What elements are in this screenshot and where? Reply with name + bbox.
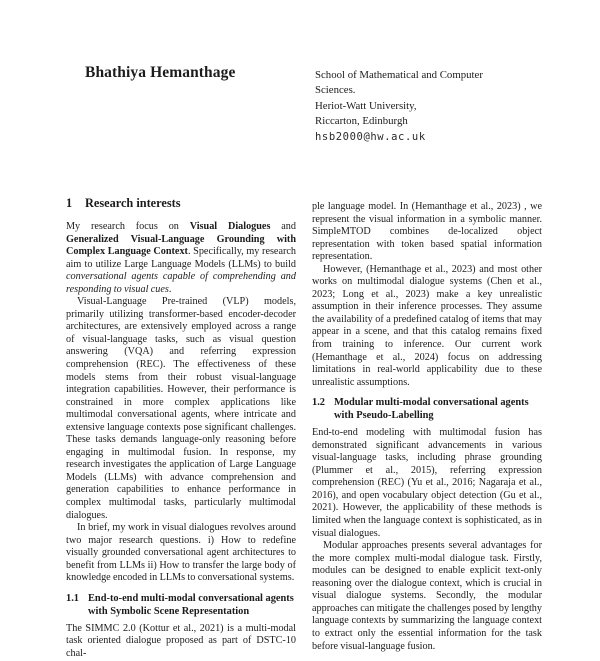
two-column-body <box>66 196 542 659</box>
author-affiliation: School of Mathematical and Computer Sciences. Heriot-Watt University, Riccarton, Edinburgh <box>315 69 483 127</box>
subsection-title: End-to-end multi-modal conversational agents with Symbolic Scene Representation <box>88 592 294 617</box>
section-heading-research-interests <box>66 196 296 210</box>
subsection-number: 1.2 <box>312 397 325 409</box>
text-run: and <box>270 221 296 232</box>
subsection-number: 1.1 <box>66 592 79 604</box>
paragraph-symbolic-continuation: ple language model. In (Hemanthage et al., 2023) , we represent the visual information in a symbolic manner. SimpleMTOD combines de-localized object representation with token based spatial information representation. <box>312 201 542 263</box>
paragraph-modular-advantages: Modular approaches presents several advantages for the more complex multi-modal dialogue task. Firstly, modules can be designed to enable explicit text-only reasoning over the dialogue context, which is crucial in visual dialogue systems. Secondly, the modular approaches can mitigate the challenges posed by lengthy language contexts by summarizing the language context to extract only the essential information for the task before visual-language fusion. <box>312 540 542 652</box>
italic-run-conversational-agents: conversational agents capable of comprehending and responding to visual cues <box>66 271 296 295</box>
left-column <box>66 196 296 659</box>
paragraph-end-to-end-modeling: End-to-end modeling with multimodal fusion has demonstrated significant advancements in various visual-language tasks, including phrase grounding (Plummer et al., 2015), referring expression comprehension (REC) (Yu et al., 2016; Nagaraja et al., 2016), and open vocabulary object detection (Gu et al., 2021). However, the applicability of these methods is limited when the language context is sophisticated, as in visual dialogues. <box>312 427 542 539</box>
text-run: My research focus on <box>66 221 190 232</box>
author-name: Bhathiya Hemanthage <box>85 64 236 81</box>
paragraph-research-focus <box>66 221 296 296</box>
bold-run-grounding: Generalized Visual-Language Grounding with Complex Language Context <box>66 233 296 258</box>
section-title: Research interests <box>85 196 181 210</box>
bold-run-visual-dialogues: Visual Dialogues <box>189 221 271 232</box>
author-email: hsb2000@hw.ac.uk <box>315 131 426 143</box>
paragraph-simmc: The SIMMC 2.0 (Kottur et al., 2021) is a multi-modal task oriented dialogue proposed as part of DSTC-10 chal- <box>66 622 296 659</box>
subsection-title: Modular multi-modal conversational agents with Pseudo-Labelling <box>334 397 529 422</box>
text-run: . Specifically, my research aim to utilize Large Language Models (LLMs) to build <box>66 246 296 270</box>
paragraph-research-questions: In brief, my work in visual dialogues revolves around two major research questions. i) How to redefine visually grounded conversational agent architectures to benefit from LLMs ii) How to transfer the large body of knowledge encoded in LLMs to conversational systems. <box>66 522 296 584</box>
subsection-heading-1-1 <box>66 592 296 618</box>
text-run: . <box>168 283 172 295</box>
subsection-heading-1-2 <box>312 396 542 422</box>
paragraph-unrealistic-assumption: However, (Hemanthage et al., 2023) and most other works on multimodal dialogue systems (Chen et al., 2023; Long et al., 2023) make a key unrealistic assumption in their inference processes. They assume the availability of a predefined catalog of items that may appear in a scene, and that this catalog remains fixed from training to inference. Our current work (Hemanthage et al., 2024) focus on addressing limitations in real-world applicability due to these unrealistic assumptions. <box>312 263 542 388</box>
section-number: 1 <box>66 196 73 210</box>
right-column <box>312 196 542 652</box>
paragraph-vlp-models: Visual-Language Pre-trained (VLP) models, primarily utilizing transformer-based encoder-decoder architectures, are extensively employed across a range of visual-language tasks, such as visual question answering (VQA) and referring expression comprehension (REC). The effectiveness of these models stems from their robust visual-language integration capabilities. However, their performance is constrained in more complex applications like multimodal conversational agents, where intricate and extensive language contexts pose significant challenges. These tasks demands language-only reasoning before engaging in multimodal fusion. In response, my research investigates the application of Large Language Models (LLMs) with advance comprehension and generation capabilities to enhance performance in complex multimodal tasks, particularly multimodal dialogues. <box>66 296 296 521</box>
